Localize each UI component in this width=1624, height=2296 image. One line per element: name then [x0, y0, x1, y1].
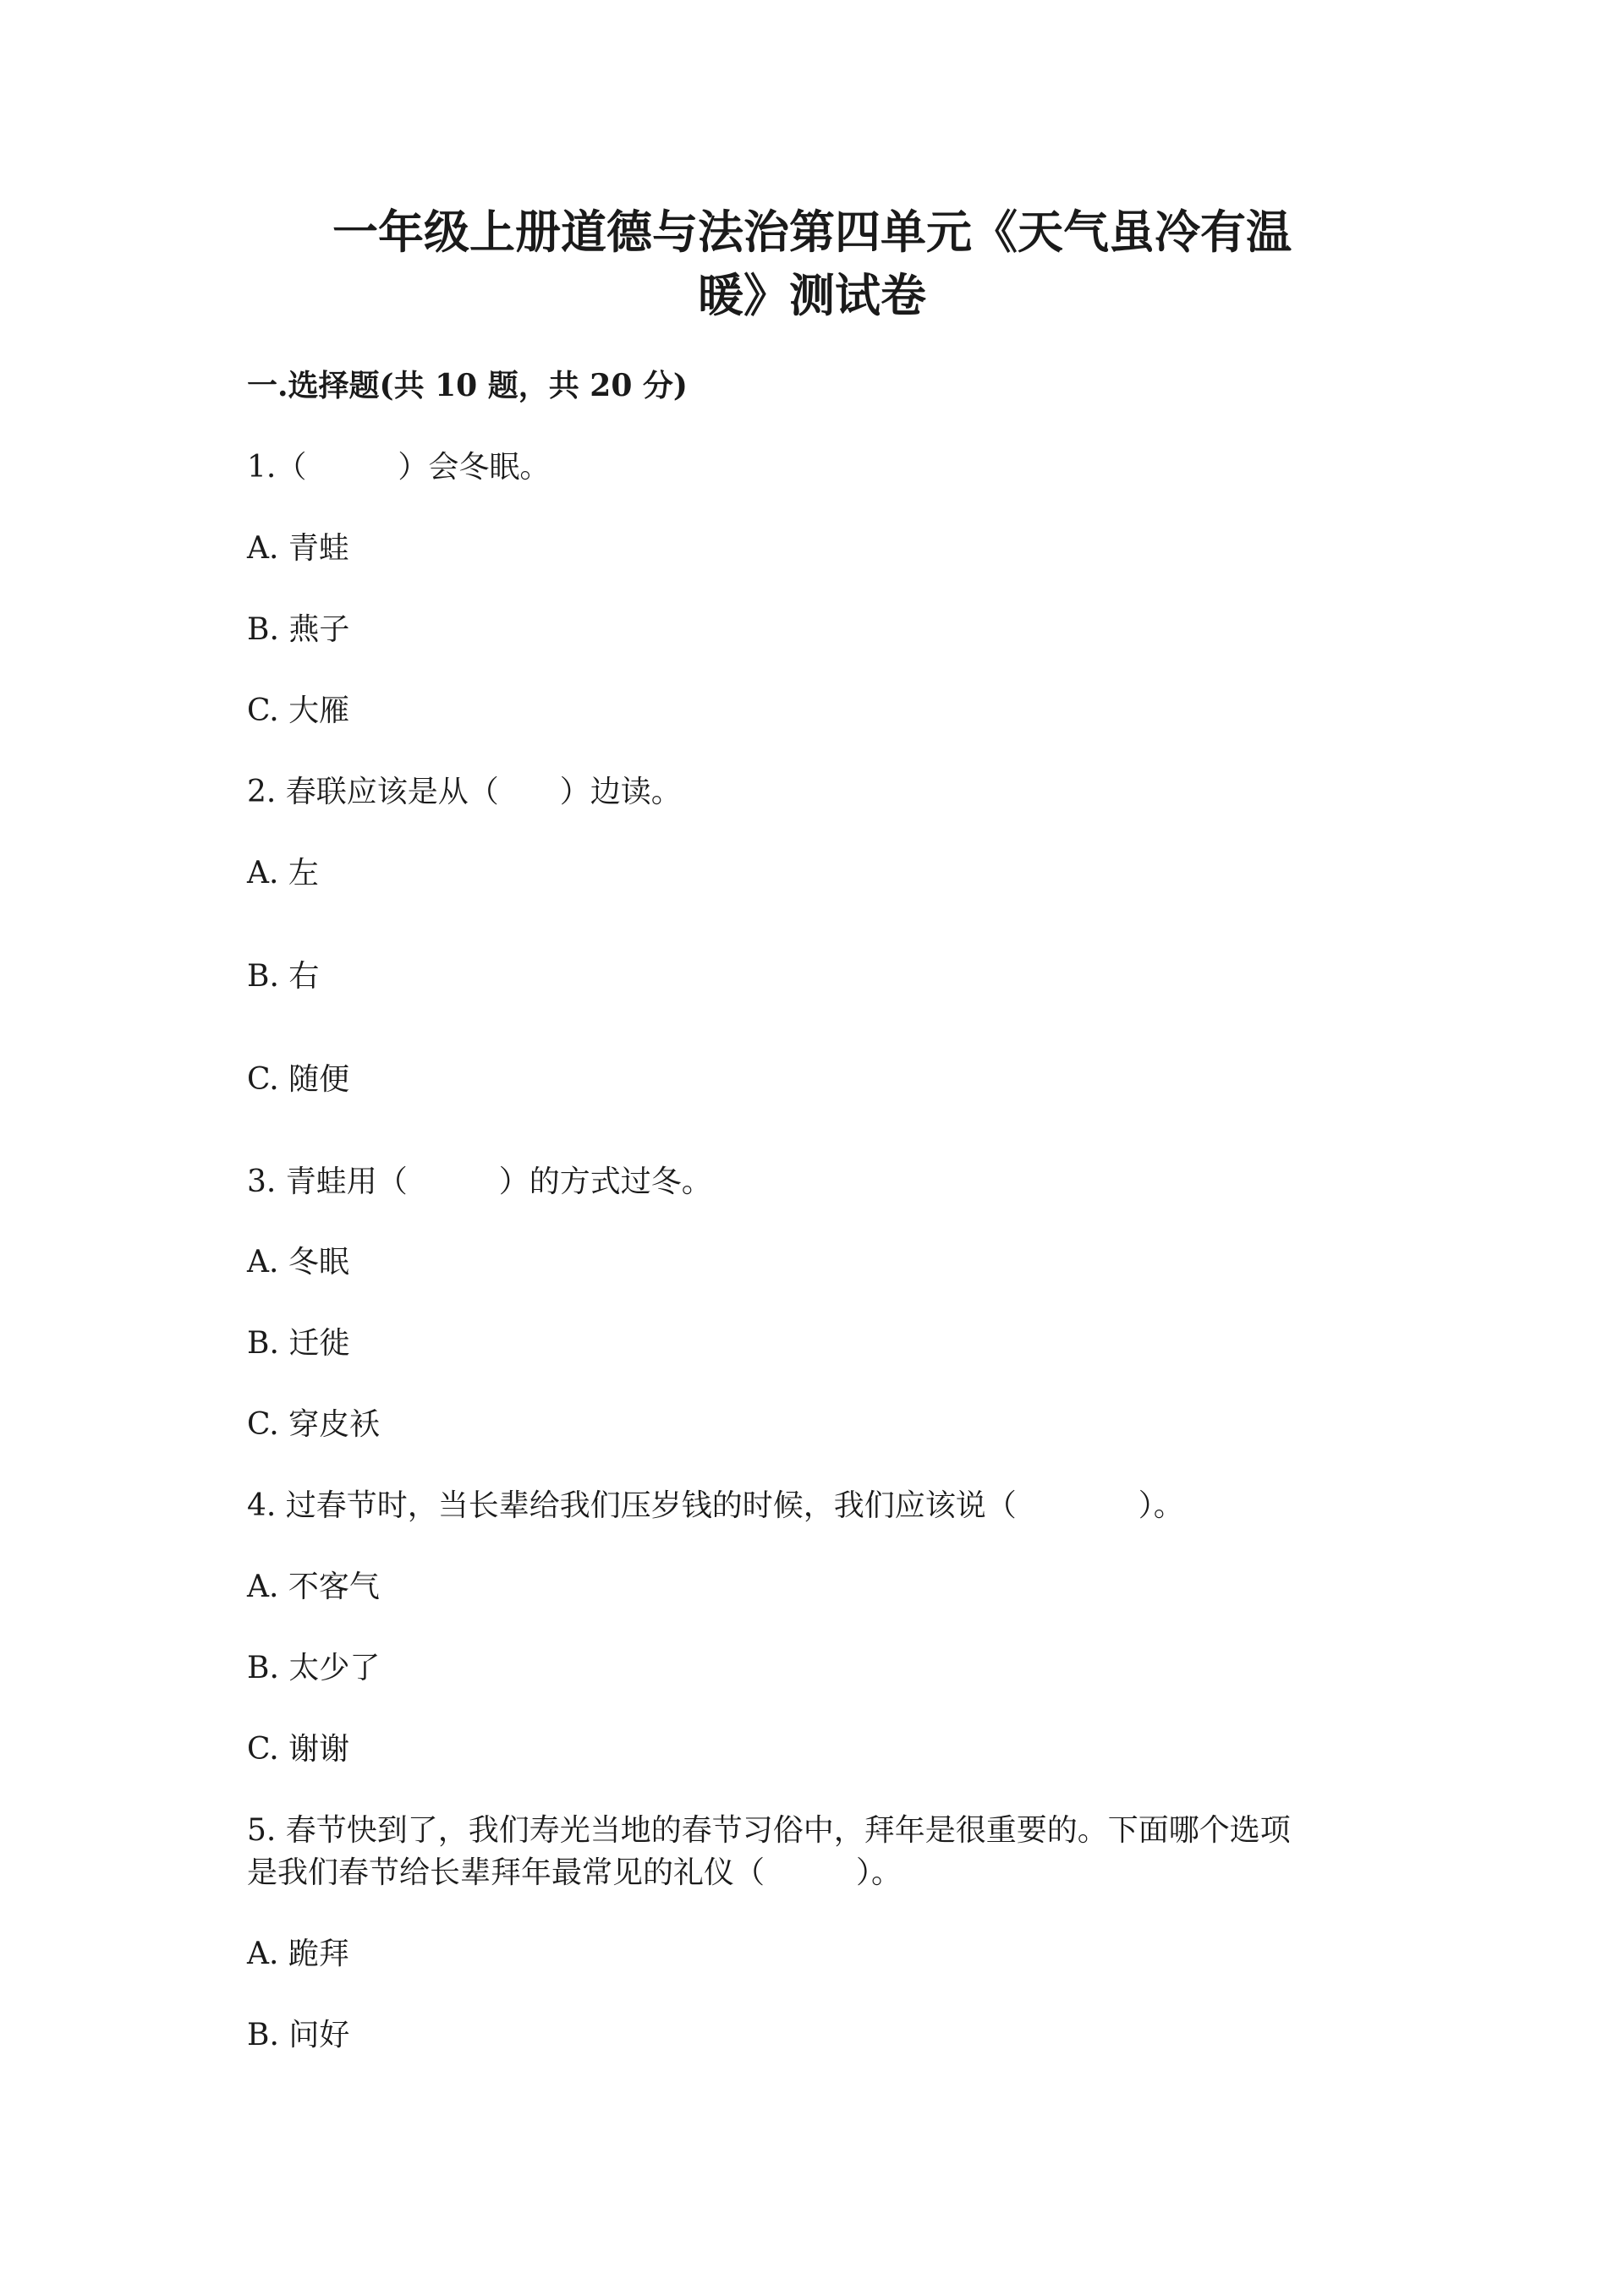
page-title-line-2: 暖》测试卷 — [698, 268, 926, 322]
question-5-option-b: B. 问好 — [247, 2018, 350, 2052]
question-2-option-a: A. 左 — [247, 856, 319, 890]
question-5-stem-line-2: 是我们春节给长辈拜年最常见的礼仪（ ）。 — [247, 1855, 903, 1890]
question-2-option-b: B. 右 — [247, 959, 320, 994]
question-3-stem: 3. 青蛙用（ ）的方式过冬。 — [247, 1164, 712, 1199]
question-5-option-a: A. 跪拜 — [247, 1937, 349, 1971]
question-3-option-b: B. 迁徙 — [247, 1326, 350, 1361]
question-2-option-c: C. 随便 — [247, 1062, 350, 1097]
question-4-option-a: A. 不客气 — [247, 1570, 380, 1604]
question-5-stem-line-1: 5. 春节快到了，我们寿光当地的春节习俗中，拜年是很重要的。下面哪个选项 — [247, 1813, 1291, 1848]
question-2-stem: 2. 春联应该是从（ ）边读。 — [247, 775, 682, 809]
question-1-option-a: A. 青蛙 — [247, 531, 349, 566]
page-title-line-1: 一年级上册道德与法治第四单元《天气虽冷有温 — [332, 205, 1292, 259]
question-1-option-c: C. 大雁 — [247, 693, 350, 728]
question-1-stem: 1.（ ）会冬眠。 — [247, 450, 551, 485]
question-4-stem: 4. 过春节时，当长辈给我们压岁钱的时候，我们应该说（ ）。 — [247, 1488, 1184, 1523]
question-1-option-b: B. 燕子 — [247, 612, 350, 647]
question-4-option-b: B. 太少了 — [247, 1651, 381, 1685]
question-3-option-a: A. 冬眠 — [247, 1245, 349, 1280]
question-3-option-c: C. 穿皮袄 — [247, 1407, 381, 1442]
section-heading: 一.选择题(共 10 题，共 20 分) — [247, 368, 688, 403]
question-4-option-c: C. 谢谢 — [247, 1732, 350, 1767]
